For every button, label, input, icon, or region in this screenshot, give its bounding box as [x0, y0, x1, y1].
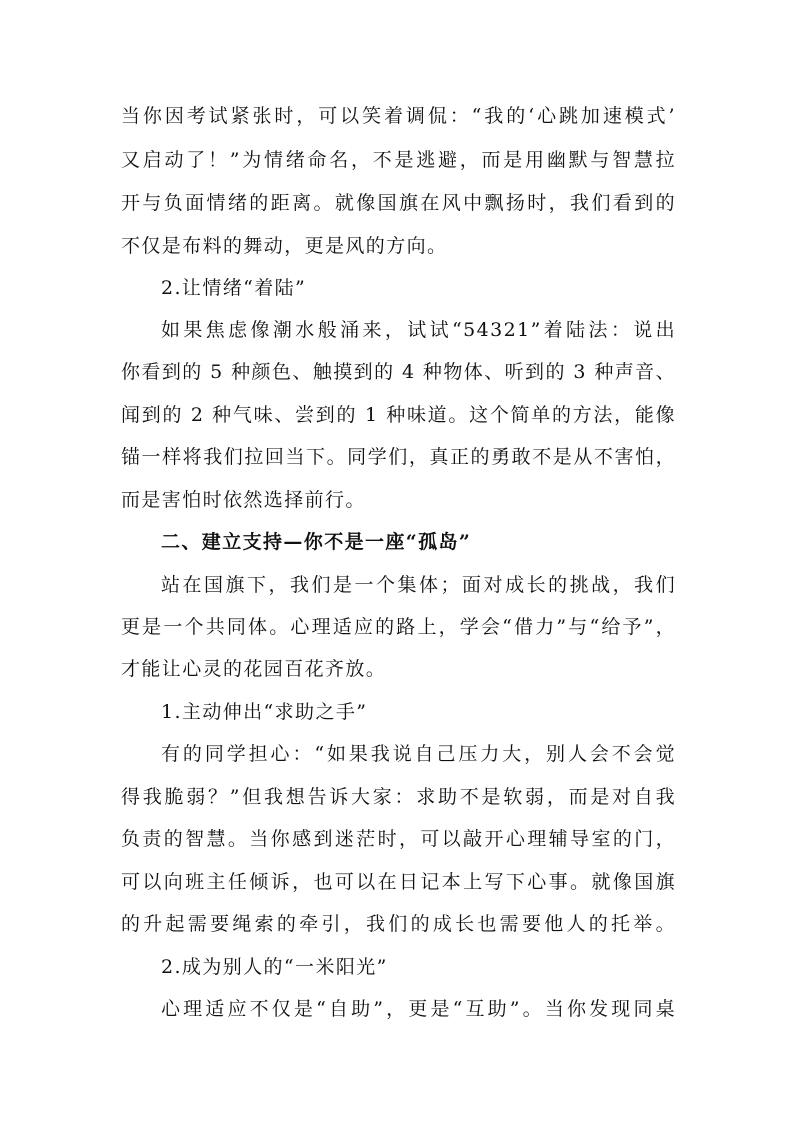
paragraph-line: 又启动了！”为情绪命名，不是逃避，而是用幽默与智慧拉 — [121, 149, 676, 171]
paragraph-line: 而是害怕时依然选择前行。 — [121, 489, 366, 511]
paragraph-line: 得我脆弱？”但我想告诉大家：求助不是软弱，而是对自我 — [121, 786, 676, 808]
paragraph-line: 当你因考试紧张时，可以笑着调侃：“我的‘心跳加速模式’ — [121, 105, 676, 127]
paragraph-line: 不仅是布料的舞动，更是风的方向。 — [121, 235, 448, 257]
section-heading-build-support: 二、建立支持—你不是一座“孤岛” — [161, 531, 472, 553]
paragraph-line: 你看到的 5 种颜色、触摸到的 4 种物体、听到的 3 种声音、 — [121, 361, 676, 383]
paragraph-line: 站在国旗下，我们是一个集体；面对成长的挑战，我们 — [161, 574, 676, 596]
paragraph-line: 如果焦虑像潮水般涌来，试试“54321”着陆法：说出 — [161, 319, 676, 341]
paragraph-line: 负责的智慧。当你感到迷茫时，可以敲开心理辅导室的门， — [121, 828, 676, 850]
subheading-ask-for-help: 1.主动伸出“求助之手” — [161, 701, 368, 723]
paragraph-line: 心理适应不仅是“自助”，更是“互助”。当你发现同桌 — [161, 998, 676, 1020]
paragraph-line: 开与负面情绪的距离。就像国旗在风中飘扬时，我们看到的 — [121, 192, 676, 214]
subheading-manage-emotions: 2.让情绪“着陆” — [161, 277, 307, 299]
paragraph-line: 锚一样将我们拉回当下。同学们，真正的勇敢不是从不害怕， — [121, 446, 676, 468]
paragraph-line: 更是一个共同体。心理适应的路上，学会“借力”与“给予”， — [121, 616, 676, 638]
subheading-be-sunshine: 2.成为别人的“一米阳光” — [161, 956, 388, 978]
paragraph-line: 可以向班主任倾诉，也可以在日记本上写下心事。就像国旗 — [121, 871, 676, 893]
paragraph-line: 有的同学担心：“如果我说自己压力大，别人会不会觉 — [161, 743, 676, 765]
paragraph-line: 才能让心灵的花园百花齐放。 — [121, 658, 387, 680]
paragraph-line: 闻到的 2 种气味、尝到的 1 种味道。这个简单的方法，能像 — [121, 404, 676, 426]
paragraph-line: 的升起需要绳索的牵引，我们的成长也需要他人的托举。 — [121, 913, 676, 935]
